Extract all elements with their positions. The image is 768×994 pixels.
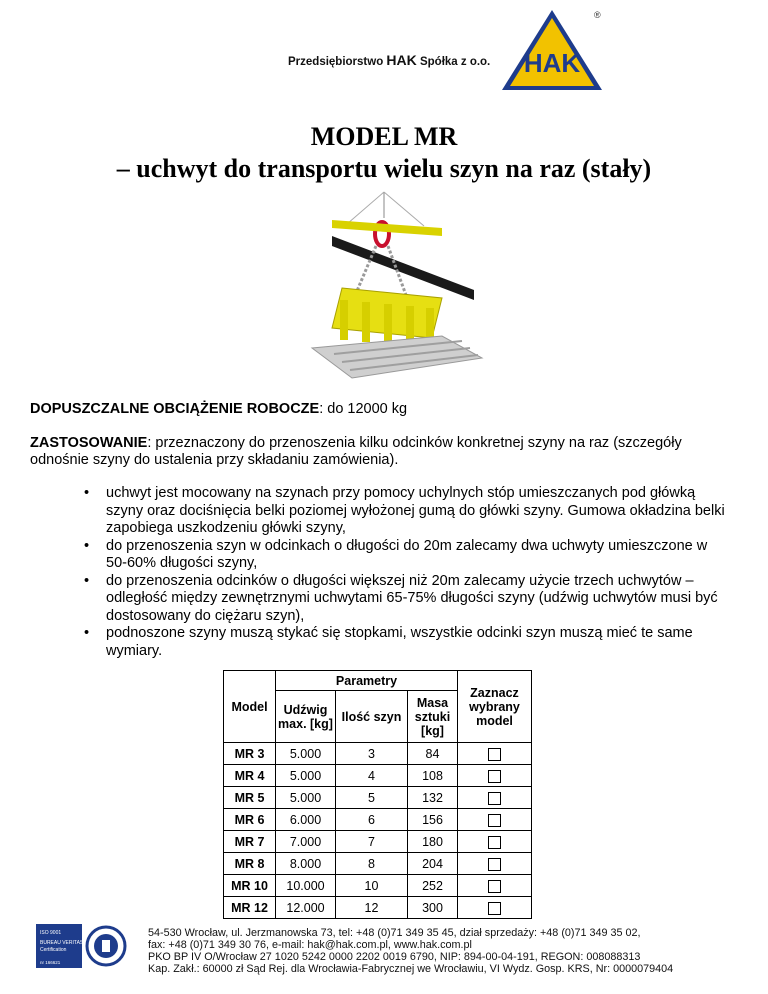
company-name	[288, 52, 490, 68]
model-cell: MR 5	[224, 787, 276, 809]
capacity-cell: 8.000	[276, 853, 336, 875]
select-checkbox[interactable]	[488, 836, 501, 849]
list-item: • do przenoszenia szyn w odcinkach o długości do 20m zalecamy dwa uchwyty umieszczone w 50-60% długości szyny,	[78, 538, 728, 573]
select-cell	[458, 853, 532, 875]
feature-list	[78, 485, 728, 660]
capacity-cell: 10.000	[276, 875, 336, 897]
col-capacity-header: Udźwig max. [kg]	[276, 691, 336, 743]
application	[30, 435, 742, 469]
working-load	[30, 401, 742, 418]
page-subtitle: – uchwyt do transportu wielu szyn na raz (stały)	[116, 154, 652, 183]
select-checkbox[interactable]	[488, 880, 501, 893]
capacity-cell: 5.000	[276, 787, 336, 809]
select-checkbox[interactable]	[488, 814, 501, 827]
capacity-cell: 12.000	[276, 897, 336, 919]
model-cell: MR 8	[224, 853, 276, 875]
iso-label: ISO 9001	[40, 930, 62, 936]
working-load-label: DOPUSZCZALNE OBCIĄŻENIE ROBOCZE	[30, 401, 320, 417]
parameters-group-header: Parametry	[276, 671, 458, 691]
footer-line: fax: +48 (0)71 349 30 76, e-mail: hak@hak.com.pl, www.hak.com.pl	[148, 939, 472, 951]
col-select-header: Zaznacz wybrany model	[458, 671, 532, 743]
count-cell: 4	[336, 765, 408, 787]
footer-line: 54-530 Wrocław, ul. Jerzmanowska 73, tel: +48 (0)71 349 35 45, dział sprzedaży: +48 (0)71 349 35 02,	[148, 927, 641, 939]
mass-cell: 132	[408, 787, 458, 809]
hak-logo	[498, 6, 606, 94]
certifier-sub: Certification	[40, 947, 67, 953]
company-brand: HAK	[386, 52, 417, 68]
select-checkbox[interactable]	[488, 792, 501, 805]
company-suffix: Spółka z o.o.	[419, 56, 491, 68]
application-label: ZASTOSOWANIE	[30, 435, 148, 451]
list-item: • podnoszone szyny muszą stykać się stopkami, wszystkie odcinki szyn muszą mieć te same wymiary.	[78, 625, 728, 660]
list-item: • do przenoszenia odcinków o długości większej niż 20m zalecamy użycie trzech uchwytów – odległość między zewnętrznymi uchwytami 65-75% długości szyny (udźwig uchwytów musi być dostosowany do ciężaru szyn),	[78, 573, 728, 626]
model-cell: MR 12	[224, 897, 276, 919]
select-checkbox[interactable]	[488, 748, 501, 761]
col-count-header: Ilość szyn	[336, 691, 408, 743]
count-cell: 6	[336, 809, 408, 831]
table-row	[224, 897, 532, 919]
certificate-number: nr 166621	[40, 960, 61, 965]
model-cell: MR 4	[224, 765, 276, 787]
count-cell: 12	[336, 897, 408, 919]
rail-lifter-illustration	[292, 188, 492, 388]
capacity-cell: 5.000	[276, 743, 336, 765]
registered-mark: ®	[594, 10, 601, 20]
mass-cell: 252	[408, 875, 458, 897]
select-checkbox[interactable]	[488, 770, 501, 783]
mass-cell: 204	[408, 853, 458, 875]
company-prefix: Przedsiębiorstwo	[288, 56, 384, 68]
count-cell: 5	[336, 787, 408, 809]
list-item: • uchwyt jest mocowany na szynach przy pomocy uchylnych stóp umieszczanych pod główką szyny oraz dociśnięcia belki poziomej wyłożonej gumą do główki szyny. Gumowa okładzina belki zapobiega uszkodzeniu główki szyny,	[78, 485, 728, 538]
footer-contact	[148, 927, 673, 975]
footer-line: PKO BP IV O/Wrocław 27 1020 5242 0000 2202 0019 6790, NIP: 894-00-04-191, REGON: 008088313	[148, 951, 641, 963]
select-cell	[458, 765, 532, 787]
table-row	[224, 765, 532, 787]
logo-text: HAK	[523, 48, 581, 78]
table-row	[224, 831, 532, 853]
capacity-cell: 7.000	[276, 831, 336, 853]
select-cell	[458, 743, 532, 765]
select-checkbox[interactable]	[488, 902, 501, 915]
mass-cell: 180	[408, 831, 458, 853]
application-text: : przeznaczony do przenoszenia kilku odcinków konkretnej szyny na raz (szczegóły odnośnie szyny do ustalenia przy składaniu zamówienia).	[30, 435, 682, 468]
mass-cell: 156	[408, 809, 458, 831]
capacity-cell: 5.000	[276, 765, 336, 787]
select-checkbox[interactable]	[488, 858, 501, 871]
bureau-veritas-certification-logo	[36, 924, 128, 968]
select-cell	[458, 787, 532, 809]
table-row	[224, 787, 532, 809]
table-row	[224, 809, 532, 831]
col-mass-header: Masa sztuki [kg]	[408, 691, 458, 743]
model-cell: MR 3	[224, 743, 276, 765]
mass-cell: 300	[408, 897, 458, 919]
table-row	[224, 875, 532, 897]
page-title: MODEL MR	[310, 122, 458, 151]
count-cell: 8	[336, 853, 408, 875]
model-cell: MR 7	[224, 831, 276, 853]
table-row	[224, 743, 532, 765]
select-cell	[458, 809, 532, 831]
mass-cell: 84	[408, 743, 458, 765]
col-model-header: Model	[224, 671, 276, 743]
count-cell: 10	[336, 875, 408, 897]
model-cell: MR 6	[224, 809, 276, 831]
model-cell: MR 10	[224, 875, 276, 897]
count-cell: 7	[336, 831, 408, 853]
mass-cell: 108	[408, 765, 458, 787]
select-cell	[458, 875, 532, 897]
select-cell	[458, 897, 532, 919]
certifier-name: BUREAU VERITAS	[40, 940, 84, 946]
table-row	[224, 853, 532, 875]
count-cell: 3	[336, 743, 408, 765]
parameters-table	[223, 670, 532, 919]
working-load-value: : do 12000 kg	[319, 401, 408, 417]
capacity-cell: 6.000	[276, 809, 336, 831]
select-cell	[458, 831, 532, 853]
footer-line: Kap. Zakł.: 60000 zł Sąd Rej. dla Wrocławia-Fabrycznej we Wrocławiu, VI Wydz. Gosp. KRS, Nr: 0000079404	[148, 963, 674, 975]
